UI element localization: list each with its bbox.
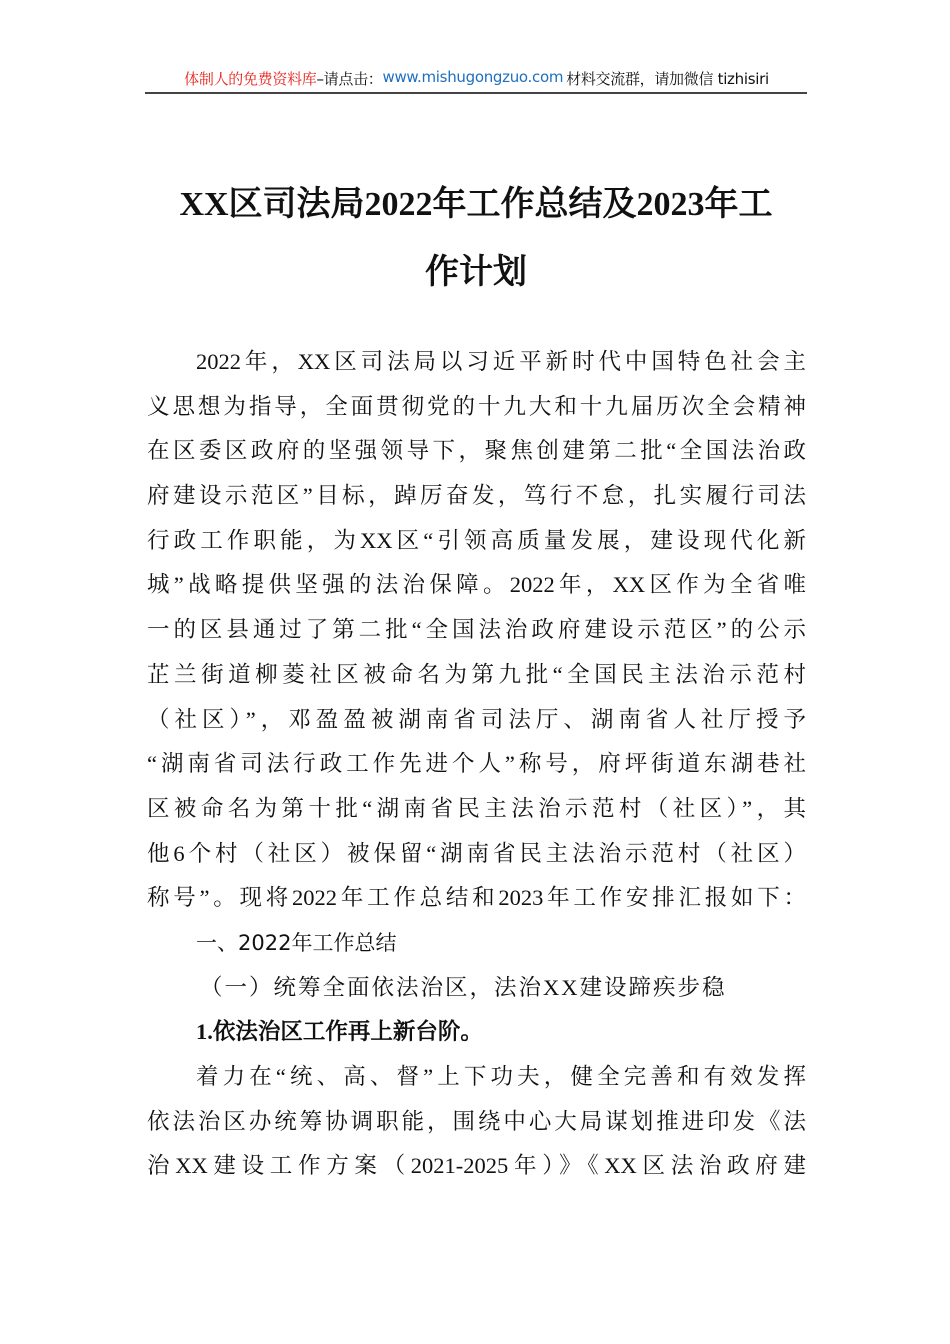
- header-divider: [145, 92, 807, 94]
- contact-text: 材料交流群，请加微信 tizhisiri: [566, 70, 769, 88]
- body-line: “湖南省司法行政工作先进个人”称号，府坪街道东湖巷社: [147, 751, 806, 777]
- page-header-banner: [147, 68, 806, 89]
- body-line: 在区委区政府的坚强领导下，聚焦创建第二批“全国法治政: [147, 438, 806, 464]
- body-line: 他6个村（社区）被保留“湖南省民主法治示范村（社区）: [147, 840, 806, 866]
- body-line: 行政工作职能，为XX区“引领高质量发展，建设现代化新: [147, 527, 806, 553]
- document-title-line-2: 作计划: [425, 254, 527, 291]
- section-heading-1: 一、2022年工作总结: [196, 930, 397, 955]
- body-line: 着力在“统、高、督”上下功夫，健全完善和有效发挥: [196, 1064, 806, 1089]
- body-line: 区被命名为第十批“湖南省民主法治示范村（社区）”，其: [147, 795, 806, 821]
- section-heading-3: 1.依法治区工作再上新台阶。: [196, 1019, 483, 1045]
- section-heading-2: （一）统筹全面依法治区，法治XX建设蹄疾步稳: [200, 974, 727, 1000]
- body-line: 一的区县通过了第二批“全国法治政府建设示范区”的公示: [147, 617, 806, 643]
- document-title-line-1: XX区司法局2022年工作总结及2023年工: [179, 186, 773, 223]
- body-line: 2022年，XX区司法局以习近平新时代中国特色社会主: [196, 349, 806, 374]
- body-line: 城”战略提供坚强的法治保障。2022年，XX区作为全省唯: [147, 572, 806, 598]
- body-line: 治XX建设工作方案（2021-2025年）》《XX区法治政府建: [147, 1153, 806, 1179]
- brand-text: 体制人的免费资料库: [184, 70, 317, 88]
- body-line: 府建设示范区”目标，踔厉奋发，笃行不怠，扎实履行司法: [147, 483, 806, 509]
- body-line: （社区）”，邓盈盈被湖南省司法厅、湖南省人社厅授予: [147, 706, 806, 732]
- website-link[interactable]: www.mishugongzuo.com: [382, 68, 564, 86]
- body-line: 称号”。现将2022年工作总结和2023年工作安排汇报如下：: [147, 885, 806, 911]
- body-line: 义思想为指导，全面贯彻党的十九大和十九届历次全会精神: [147, 393, 806, 419]
- document-body: [147, 340, 806, 1189]
- body-line: 芷兰街道柳菱社区被命名为第九批“全国民主法治示范村: [147, 661, 806, 687]
- body-line: 依法治区办统筹协调职能，围绕中心大局谋划推进印发《法: [147, 1108, 806, 1134]
- prompt-text: –请点击：: [316, 70, 383, 88]
